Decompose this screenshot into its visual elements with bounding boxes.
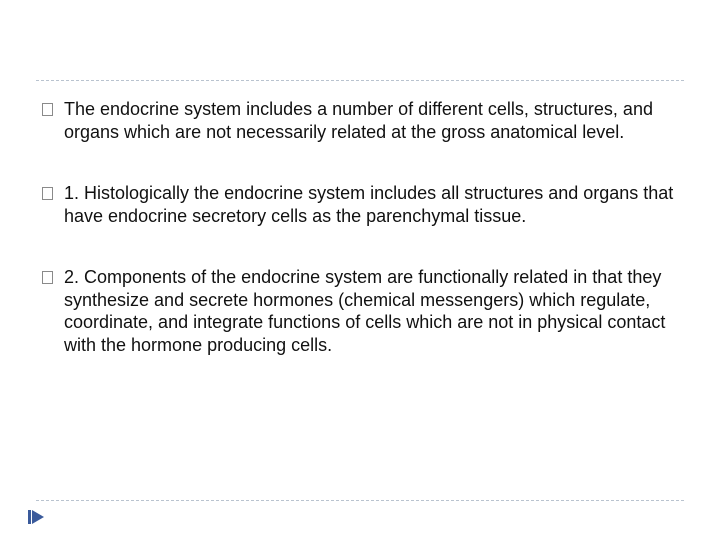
bullet-item — [42, 182, 678, 227]
square-bullet-icon — [42, 271, 53, 284]
bullet-text: 2. Components of the endocrine system are functionally related in that they synthesize and secrete hormones (chemical messengers) which regulate, coordinate, and integrate functions of cells which are not in physical contact with the hormone producing cells. — [64, 267, 666, 355]
bullet-text: The endocrine system includes a number of different cells, structures, and organs which are not necessarily related at the gross anatomical level. — [64, 99, 653, 142]
bullet-list — [42, 98, 678, 356]
bullet-text: 1. Histologically the endocrine system includes all structures and organs that have endocrine secretory cells as the parenchymal tissue. — [64, 183, 674, 226]
bottom-divider — [36, 500, 684, 501]
next-slide-arrow-icon[interactable] — [32, 510, 44, 524]
bullet-item — [42, 98, 678, 143]
top-divider — [36, 80, 684, 81]
square-bullet-icon — [42, 187, 53, 200]
square-bullet-icon — [42, 103, 53, 116]
bullet-item — [42, 266, 678, 356]
